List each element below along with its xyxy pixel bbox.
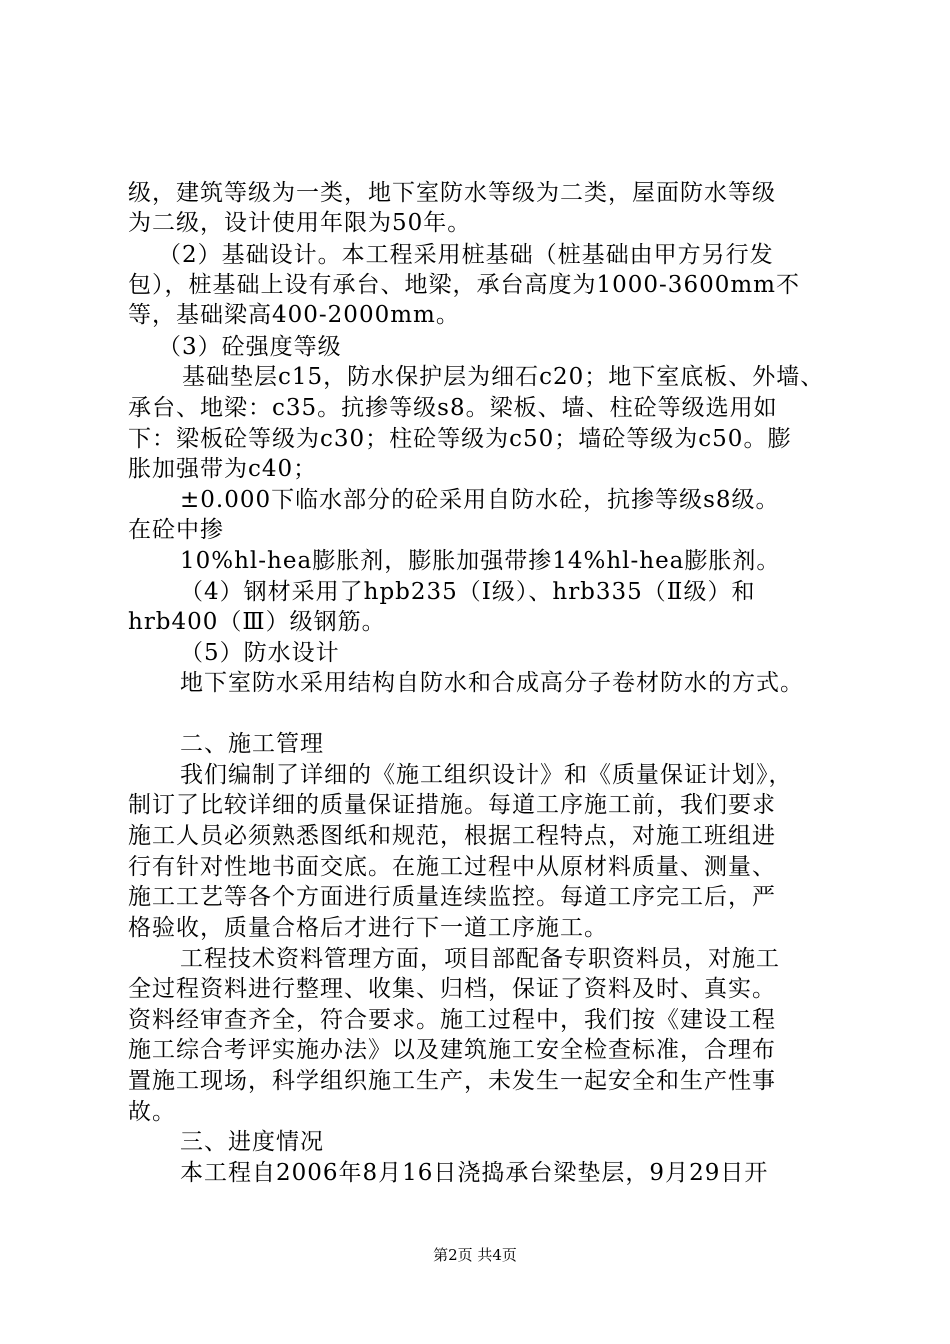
text-line: 胀加强带为c40； xyxy=(128,456,318,482)
text-line: （2）基础设计。本工程采用桩基础（桩基础由甲方另行发 xyxy=(158,242,774,268)
section-heading: （5）防水设计 xyxy=(180,640,340,666)
text-line: 在砼中掺 xyxy=(128,517,224,543)
text-line: 地下室防水采用结构自防水和合成高分子卷材防水的方式。 xyxy=(180,670,804,696)
text-line: 施工工艺等各个方面进行质量连续监控。每道工序完工后，严 xyxy=(128,884,776,910)
text-line: 施工人员必须熟悉图纸和规范，根据工程特点，对施工班组进 xyxy=(128,823,776,849)
text-line: 故。 xyxy=(128,1099,176,1125)
text-line: 为二级，设计使用年限为50年。 xyxy=(128,210,472,236)
text-line: （4）钢材采用了hpb235（Ⅰ级）、hrb335（Ⅱ级）和 xyxy=(180,579,756,605)
section-heading: 二、施工管理 xyxy=(180,731,324,757)
text-line: ±0.000下临水部分的砼采用自防水砼，抗掺等级s8级。 xyxy=(180,487,780,513)
text-line: 资料经审查齐全，符合要求。施工过程中，我们按《建设工程 xyxy=(128,1007,776,1033)
section-heading: 三、进度情况 xyxy=(180,1129,324,1155)
text-line: 包），桩基础上设有承台、地梁，承台高度为1000-3600mm不 xyxy=(128,272,800,298)
text-line: 置施工现场，科学组织施工生产，未发生一起安全和生产性事 xyxy=(128,1068,776,1094)
text-line: 我们编制了详细的《施工组织设计》和《质量保证计划》， xyxy=(180,762,793,788)
text-line: 工程技术资料管理方面，项目部配备专职资料员，对施工 xyxy=(180,946,780,972)
text-line: 基础垫层c15，防水保护层为细石c20；地下室底板、外墙、 xyxy=(182,364,825,390)
text-line: 行有针对性地书面交底。在施工过程中从原材料质量、测量、 xyxy=(128,854,776,880)
page-number-footer: 第2页 共4页 xyxy=(433,1246,517,1264)
text-line: 制订了比较详细的质量保证措施。每道工序施工前，我们要求 xyxy=(128,792,776,818)
text-line: hrb400（Ⅲ）级钢筋。 xyxy=(128,609,386,635)
text-line: 下：梁板砼等级为c30；柱砼等级为c50；墙砼等级为c50。膨 xyxy=(128,426,792,452)
text-line: 施工综合考评实施办法》以及建筑施工安全检查标准，合理布 xyxy=(128,1037,776,1063)
text-line: 级，建筑等级为一类，地下室防水等级为二类，屋面防水等级 xyxy=(128,180,776,206)
text-line: 等，基础梁高400-2000mm。 xyxy=(128,302,460,328)
text-line: 全过程资料进行整理、收集、归档，保证了资料及时、真实。 xyxy=(128,976,776,1002)
text-line: 格验收，质量合格后才进行下一道工序施工。 xyxy=(128,915,608,941)
text-line: （3）砼强度等级 xyxy=(158,334,342,360)
text-line: 本工程自2006年8月16日浇捣承台梁垫层，9月29日开 xyxy=(180,1160,769,1186)
text-line: 10%hl-hea膨胀剂，膨胀加强带掺14%hl-hea膨胀剂。 xyxy=(180,548,781,574)
text-line: 承台、地梁：c35。抗掺等级s8。梁板、墙、柱砼等级选用如 xyxy=(128,395,778,421)
